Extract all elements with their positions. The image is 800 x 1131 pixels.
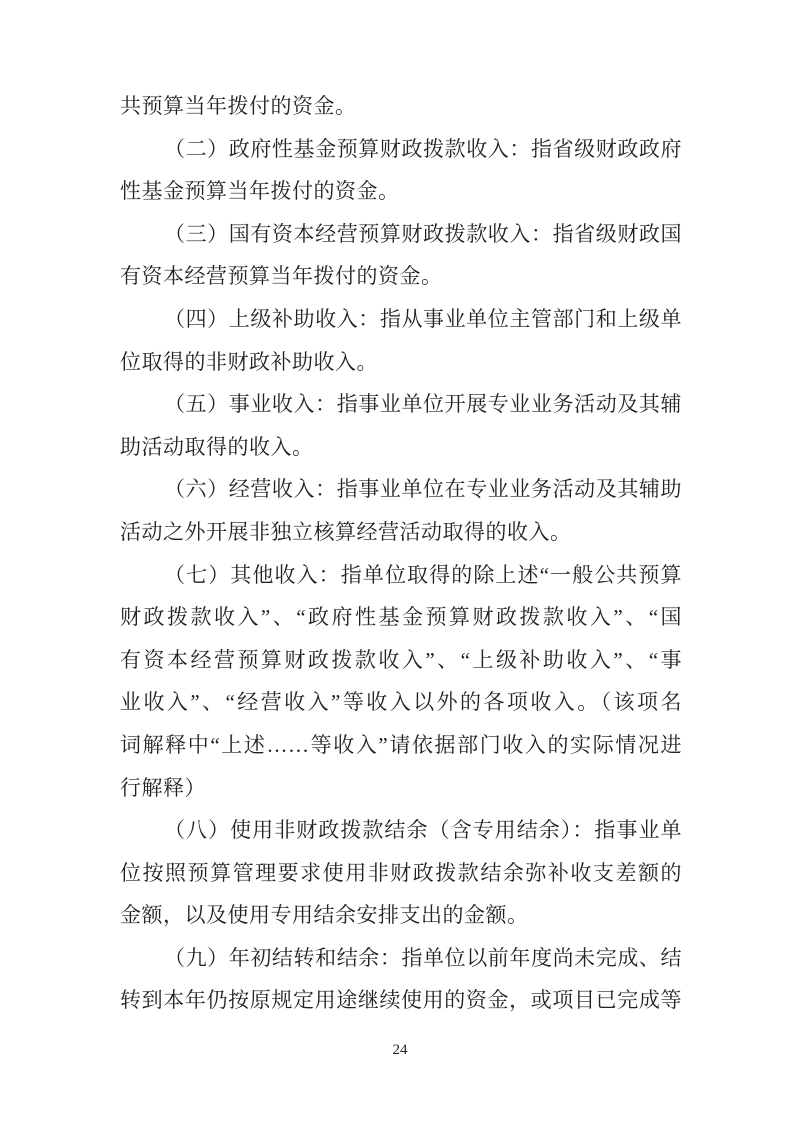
- text-line: 金额，以及使用专用结余安排支出的金额。: [120, 903, 529, 928]
- text-line: 行解释）: [120, 775, 206, 800]
- text-line: 有资本经营预算财政拨款收入”、“上级补助收入”、“事: [120, 647, 682, 672]
- text-line: 位按照预算管理要求使用非财政拨款结余弥补收支差额的: [120, 860, 682, 885]
- text-line: 财政拨款收入”、“政府性基金预算财政拨款收入”、“国: [120, 605, 682, 630]
- text-line: 性基金预算当年拨付的资金。: [120, 179, 400, 204]
- text-line: 转到本年仍按原规定用途继续使用的资金，或项目已完成等: [120, 988, 682, 1013]
- text-line: （六）经营收入：指事业单位在专业业务活动及其辅助: [164, 477, 682, 502]
- text-line: （八）使用非财政拨款结余（含专用结余）：指事业单: [164, 818, 682, 843]
- page-number: 24: [392, 1042, 408, 1058]
- text-line: （三）国有资本经营预算财政拨款收入：指省级财政国: [164, 221, 682, 246]
- text-line: 有资本经营预算当年拨付的资金。: [120, 264, 443, 289]
- text-line: 共预算当年拨付的资金。: [120, 94, 357, 118]
- text-line: 词解释中“上述……等收入”请依据部门收入的实际情况进: [120, 732, 682, 757]
- text-line: 活动之外开展非独立核算经营活动取得的收入。: [120, 519, 572, 544]
- text-line: （五）事业收入：指事业单位开展专业业务活动及其辅: [164, 392, 682, 417]
- text-line: 位取得的非财政补助收入。: [120, 349, 378, 374]
- text-line: 助活动取得的收入。: [120, 434, 314, 459]
- document-body: [120, 85, 682, 1022]
- text-line: （二）政府性基金预算财政拨款收入：指省级财政政府: [164, 136, 682, 161]
- text-line: （七）其他收入：指单位取得的除上述“一般公共预算: [164, 562, 682, 587]
- text-line: （四）上级补助收入：指从事业单位主管部门和上级单: [164, 306, 682, 331]
- text-line: 业收入”、“经营收入”等收入以外的各项收入。（该项名: [120, 690, 682, 715]
- text-line: （九）年初结转和结余：指单位以前年度尚未完成、结: [164, 945, 682, 970]
